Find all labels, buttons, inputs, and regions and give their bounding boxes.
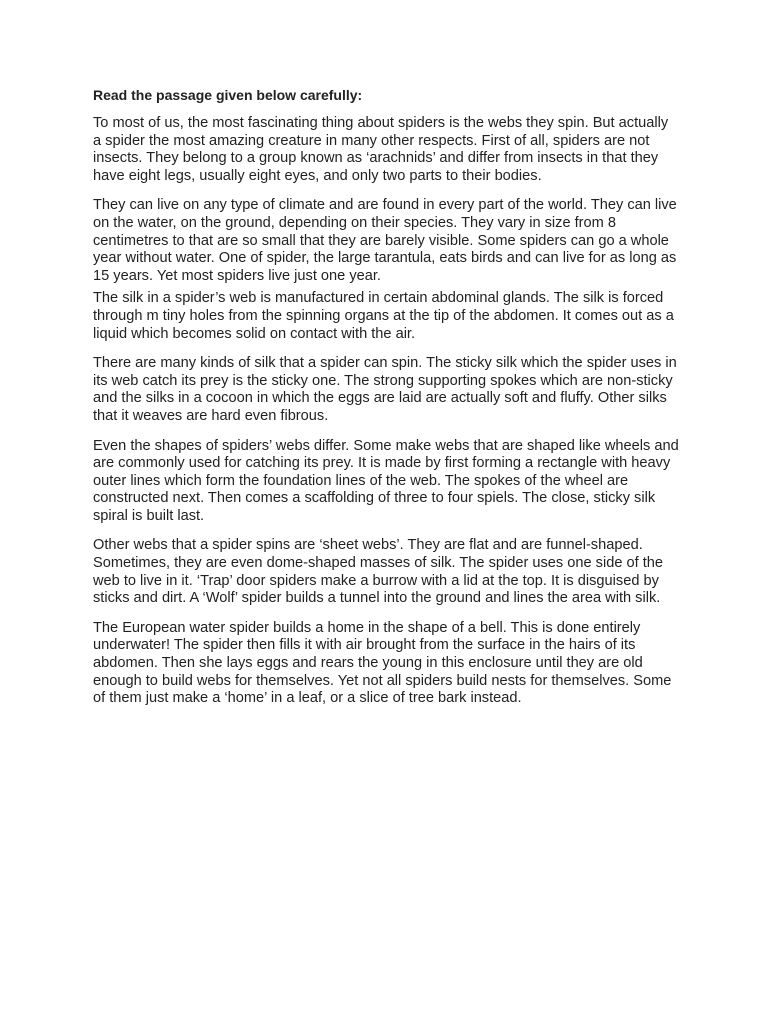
passage-paragraph-2: They can live on any type of climate and are found in every part of the world. They can live on the water, on the ground, depending on their species. They vary in size from 8 centimetres to that are so small that they are barely visible. Some spiders can go a whole year without water. One of spider, the large tarantula, eats birds and can live for as long as 15 years. Yet most spiders live just one year. xyxy=(93,197,677,284)
passage-heading: Read the passage given below carefully: xyxy=(93,87,363,103)
passage-content xyxy=(93,86,680,708)
passage-paragraph-7: The European water spider builds a home in the shape of a bell. This is done entirely underwater! The spider then fills it with air brought from the surface in the hairs of its abdomen. Then she lays eggs and rears the young in this enclosure until they are old enough to build webs for themselves. Yet not all spiders build nests for themselves. Some of them just make a ‘home’ in a leaf, or a slice of tree bark instead. xyxy=(93,619,672,707)
passage-paragraph-5: Even the shapes of spiders’ webs differ. Some make webs that are shaped like wheels and are commonly used for catching its prey. It is made by first forming a rectangle with heavy outer lines which form the foundation lines of the web. The spokes of the wheel are constructed next. Then comes a scaffolding of three to four spiels. The close, sticky silk spiral is built last. xyxy=(93,437,679,524)
passage-paragraph-3: The silk in a spider’s web is manufactured in certain abdominal glands. The silk is forced through m tiny holes from the spinning organs at the tip of the abdomen. It comes out as a liquid which becomes solid on contact with the air. xyxy=(93,290,674,342)
passage-paragraph-1: To most of us, the most fascinating thing about spiders is the webs they spin. But actually a spider the most amazing creature in many other respects. First of all, spiders are not insects. They belong to a group known as ‘arachnids’ and differ from insects in that they have eight legs, usually eight eyes, and only two parts to their bodies. xyxy=(93,115,669,184)
passage-paragraph-6: Other webs that a spider spins are ‘sheet webs’. They are flat and are funnel-shaped. Sometimes, they are even dome-shaped masses of silk. The spider uses one side of the web to live in it. ‘Trap’ door spiders make a burrow with a lid at the top. It is disguised by sticks and dirt. A ‘Wolf’ spider builds a tunnel into the ground and lines the area with silk. xyxy=(93,537,663,607)
passage-paragraph-4: There are many kinds of silk that a spider can spin. The sticky silk which the spider uses in its web catch its prey is the sticky one. The strong supporting spokes which are non-sticky and the silks in a cocoon in which the eggs are laid are actually soft and fluffy. Other silks that it weaves are hard even fibrous. xyxy=(93,355,677,424)
